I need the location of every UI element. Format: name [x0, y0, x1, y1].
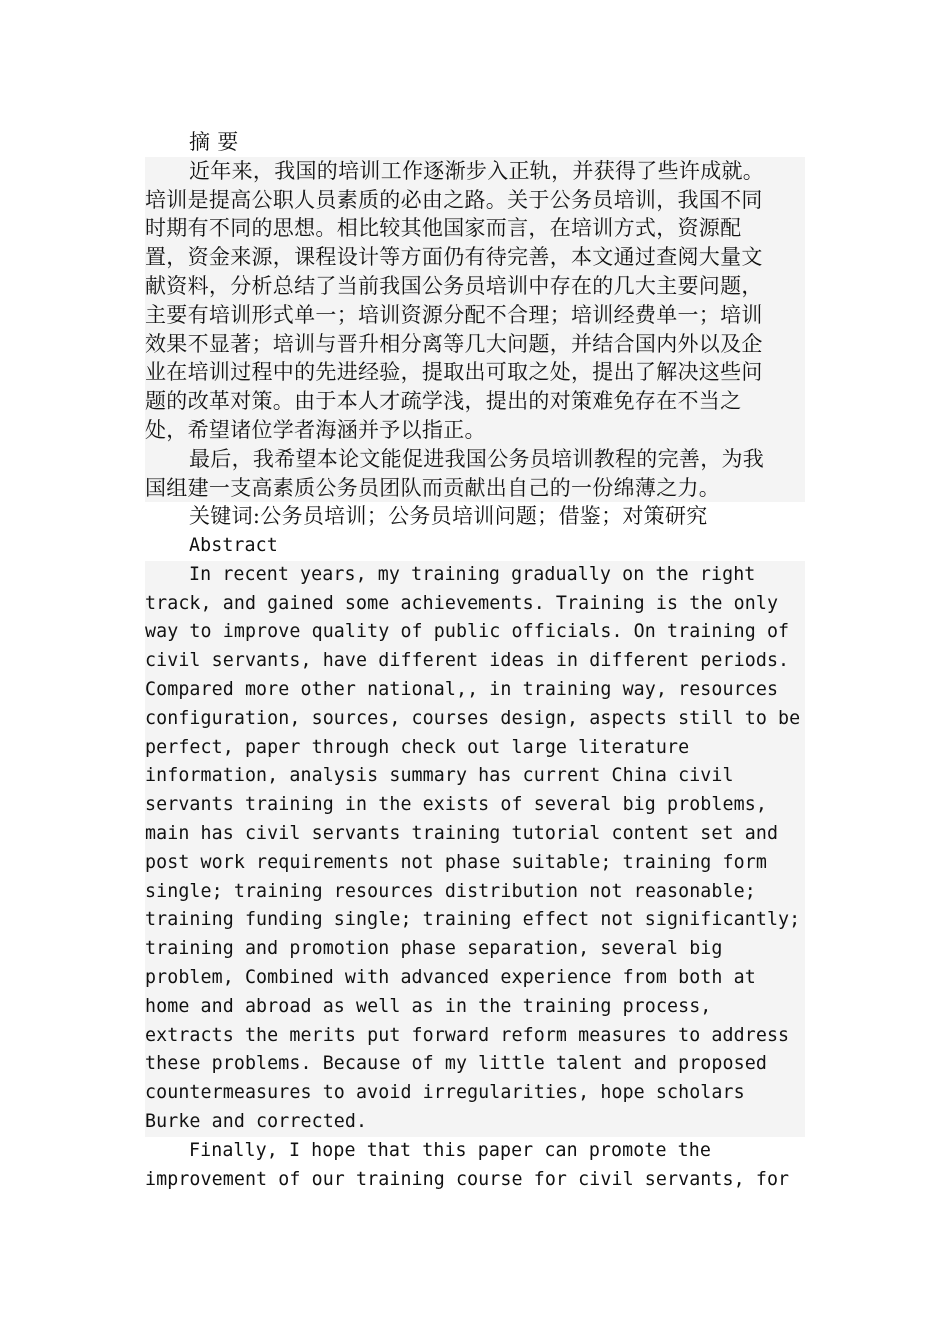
text-line: extracts the merits put forward reform measures to address: [145, 1022, 805, 1051]
text-line: improvement of our training course for civil servants, for: [145, 1168, 790, 1190]
text-line: configuration, sources, courses design, aspects still to be: [145, 705, 805, 734]
chinese-abstract-heading: [145, 128, 805, 157]
chinese-abstract: [145, 128, 805, 531]
text-line: problem, Combined with advanced experience from both at: [145, 964, 805, 993]
text-line: training and promotion phase separation, several big: [145, 935, 805, 964]
english-abstract-heading: [145, 532, 805, 561]
english-abstract-paragraph-1: [145, 561, 805, 1137]
text-line: 培训是提高公职人员素质的必由之路。关于公务员培训，我国不同: [145, 186, 805, 215]
text-line: 时期有不同的思想。相比较其他国家而言，在培训方式，资源配: [145, 214, 805, 243]
chinese-abstract-paragraph-1: [145, 157, 805, 445]
text-line: 献资料，分析总结了当前我国公务员培训中存在的几大主要问题，: [145, 272, 805, 301]
text-line: main has civil servants training tutorial content set and: [145, 820, 805, 849]
text-line: In recent years, my training gradually on the right: [145, 561, 805, 590]
chinese-keywords: [145, 502, 805, 531]
text-line: track, and gained some achievements. Training is the only: [145, 590, 805, 619]
text-line: civil servants, have different ideas in different periods.: [145, 647, 805, 676]
keywords-text: 关键词:公务员培训；公务员培训问题；借鉴；对策研究: [189, 504, 708, 529]
text-line: Compared more other national,, in training way, resources: [145, 676, 805, 705]
text-line: way to improve quality of public officials. On training of: [145, 618, 805, 647]
text-line: countermeasures to avoid irregularities, hope scholars: [145, 1079, 805, 1108]
text-line: 效果不显著；培训与晋升相分离等几大问题，并结合国内外以及企: [145, 330, 805, 359]
english-abstract-paragraph-2: [145, 1137, 805, 1195]
text-line: 置，资金来源，课程设计等方面仍有待完善，本文通过查阅大量文: [145, 243, 805, 272]
text-line: 国组建一支高素质公务员团队而贡献出自己的一份绵薄之力。: [145, 474, 805, 503]
text-line: Finally, I hope that this paper can promote the: [189, 1139, 711, 1161]
text-line: training funding single; training effect not significantly;: [145, 906, 805, 935]
english-abstract: [145, 532, 805, 1194]
text-line: home and abroad as well as in the training process,: [145, 993, 805, 1022]
text-line: post work requirements not phase suitable; training form: [145, 849, 805, 878]
text-line: 最后，我希望本论文能促进我国公务员培训教程的完善，为我: [145, 445, 805, 474]
text-line: 处，希望诸位学者海涵并予以指正。: [145, 416, 805, 445]
heading-text: Abstract: [189, 535, 278, 556]
text-line: Burke and corrected.: [145, 1108, 805, 1137]
text-line: 近年来，我国的培训工作逐渐步入正轨，并获得了些许成就。: [145, 157, 805, 186]
chinese-abstract-paragraph-2: [145, 445, 805, 503]
text-line: perfect, paper through check out large literature: [145, 734, 805, 763]
heading-text: 摘 要: [189, 130, 239, 154]
text-line: 业在培训过程中的先进经验，提取出可取之处，提出了解决这些问: [145, 358, 805, 387]
text-line: servants training in the exists of several big problems,: [145, 791, 805, 820]
text-line: information, analysis summary has current China civil: [145, 762, 805, 791]
text-line: 题的改革对策。由于本人才疏学浅，提出的对策难免存在不当之: [145, 387, 805, 416]
text-line: 主要有培训形式单一；培训资源分配不合理；培训经费单一；培训: [145, 301, 805, 330]
text-line: these problems. Because of my little talent and proposed: [145, 1050, 805, 1079]
text-line: single; training resources distribution not reasonable;: [145, 878, 805, 907]
